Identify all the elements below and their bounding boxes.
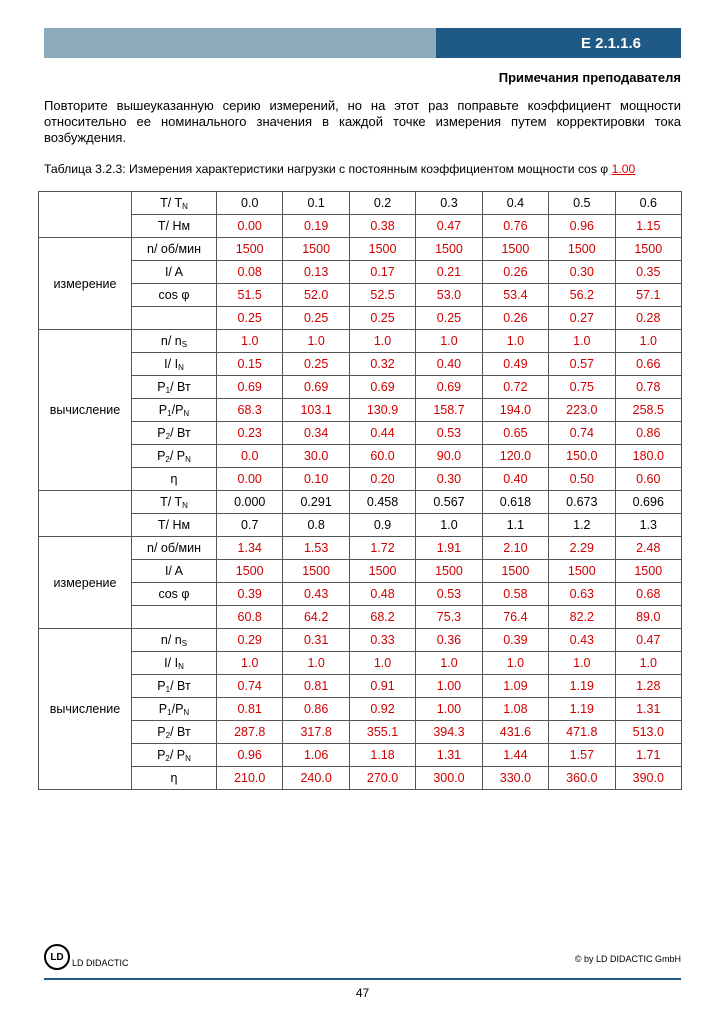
table-row [39,698,682,721]
table-cell: 1.44 [482,744,548,767]
table-cell: 0.21 [416,261,482,284]
logo [44,944,129,970]
table-cell: 1.0 [549,330,615,353]
row-label: η [132,767,217,790]
table-cell: 0.91 [349,675,415,698]
row-label: T/ $T_N$ [132,192,217,215]
table-cell: 0.35 [615,261,681,284]
table-row [39,284,682,307]
table-cell: 0.81 [217,698,283,721]
table-cell: 1.19 [549,698,615,721]
table-cell: 0.40 [416,353,482,376]
table-cell: 53.0 [416,284,482,307]
table-cell: 0.44 [349,422,415,445]
table-cell: 1.06 [283,744,349,767]
table-row [39,583,682,606]
table-cell: 1500 [217,560,283,583]
table-cell: 1.1 [482,514,548,537]
table-cell: 0.2 [349,192,415,215]
table-row [39,445,682,468]
row-label: $P_1/$ Вт [132,376,217,399]
table-cell: 0.13 [283,261,349,284]
table-cell: 1.0 [549,652,615,675]
table-row [39,652,682,675]
table-row [39,514,682,537]
row-label [132,606,217,629]
table-cell: 130.9 [349,399,415,422]
table-cell: 75.3 [416,606,482,629]
table-cell: 0.26 [482,261,548,284]
table-cell: 0.25 [283,353,349,376]
table-cell: 0.68 [615,583,681,606]
table-cell: 0.58 [482,583,548,606]
table-cell: 0.9 [349,514,415,537]
row-label: I/ A [132,560,217,583]
table-cell: 360.0 [549,767,615,790]
table-cell: 0.69 [349,376,415,399]
table-cell: 1.91 [416,537,482,560]
table-caption [44,162,694,176]
group-label: вычисление [39,330,132,491]
table-cell: 0.6 [615,192,681,215]
table-cell: 0.40 [482,468,548,491]
table-cell: 330.0 [482,767,548,790]
table-row [39,767,682,790]
table-cell: 0.28 [615,307,681,330]
table-cell: 1.57 [549,744,615,767]
table-row [39,422,682,445]
table-cell: 1.28 [615,675,681,698]
table-cell: 0.65 [482,422,548,445]
table-cell: 0.25 [217,307,283,330]
group-label: вычисление [39,629,132,790]
table-cell: 0.69 [416,376,482,399]
table-row [39,261,682,284]
table-cell: 0.66 [615,353,681,376]
table-row [39,376,682,399]
row-label: cos φ [132,284,217,307]
document-code: E 2.1.1.6 [436,28,681,58]
table-cell: 0.86 [283,698,349,721]
table-cell: 0.23 [217,422,283,445]
table-cell: 0.567 [416,491,482,514]
table-cell: 64.2 [283,606,349,629]
group-label: измерение [39,537,132,629]
table-cell: 1500 [283,560,349,583]
caption-text: Таблица 3.2.3: Измерения характеристики нагрузки с постоянным коэффициентом мощности cos φ [44,162,612,176]
table-cell: 1500 [615,238,681,261]
table-cell: 0.618 [482,491,548,514]
table-cell: 1.15 [615,215,681,238]
table-cell: 1.2 [549,514,615,537]
table-cell: 431.6 [482,721,548,744]
table-cell: 1.00 [416,698,482,721]
table-cell: 53.4 [482,284,548,307]
table-cell: 0.29 [217,629,283,652]
table-cell: 223.0 [549,399,615,422]
table-cell: 1.0 [416,514,482,537]
table-cell: 0.32 [349,353,415,376]
table-row [39,353,682,376]
table-cell: 0.7 [217,514,283,537]
table-cell: 0.57 [549,353,615,376]
table-cell: 52.0 [283,284,349,307]
table-cell: 0.00 [217,215,283,238]
table-cell: 0.81 [283,675,349,698]
table-cell: 1.0 [349,330,415,353]
table-cell: 258.5 [615,399,681,422]
logo-text: LD DIDACTIC [72,958,129,968]
table-row [39,560,682,583]
table-cell: 300.0 [416,767,482,790]
table-cell: 0.10 [283,468,349,491]
table-row [39,192,682,215]
table-cell: 0.25 [416,307,482,330]
table-cell: 0.31 [283,629,349,652]
table-cell: 1.0 [217,330,283,353]
table-cell: 1500 [416,238,482,261]
table-cell: 0.17 [349,261,415,284]
row-label: T/ $T_N$ [132,491,217,514]
table-row [39,491,682,514]
table-row [39,238,682,261]
caption-power-factor-value: 1.00 [611,162,636,176]
table-cell: 1.0 [283,330,349,353]
table-cell: 180.0 [615,445,681,468]
row-label: I/ A [132,261,217,284]
table-cell: 0.86 [615,422,681,445]
table-cell: 0.69 [217,376,283,399]
group-label [39,192,132,238]
table-cell: 1.34 [217,537,283,560]
table-cell: 1.0 [349,652,415,675]
table-cell: 2.29 [549,537,615,560]
table-cell: 0.696 [615,491,681,514]
table-cell: 317.8 [283,721,349,744]
table-cell: 60.8 [217,606,283,629]
table-cell: 1.3 [615,514,681,537]
table-cell: 394.3 [416,721,482,744]
table-cell: 150.0 [549,445,615,468]
table-cell: 1.0 [416,330,482,353]
table-cell: 0.30 [549,261,615,284]
table-cell: 1.72 [349,537,415,560]
table-cell: 0.3 [416,192,482,215]
table-cell: 1500 [615,560,681,583]
table-row [39,468,682,491]
table-cell: 1.53 [283,537,349,560]
table-cell: 103.1 [283,399,349,422]
table-cell: 0.53 [416,583,482,606]
table-cell: 1.0 [283,652,349,675]
table-cell: 210.0 [217,767,283,790]
row-label: $P_1/P_N$ [132,399,217,422]
table-cell: 76.4 [482,606,548,629]
table-cell: 0.00 [217,468,283,491]
table-cell: 0.48 [349,583,415,606]
table-cell: 0.92 [349,698,415,721]
table-cell: 0.53 [416,422,482,445]
row-label: n/ об/мин [132,537,217,560]
table-cell: 1500 [349,560,415,583]
header-bar [44,28,681,58]
table-row [39,399,682,422]
table-cell: 120.0 [482,445,548,468]
table-cell: 0.27 [549,307,615,330]
table-cell: 2.48 [615,537,681,560]
row-label: $P_2/$ $P_N$ [132,445,217,468]
table-cell: 68.2 [349,606,415,629]
table-cell: 0.08 [217,261,283,284]
table-cell: 1.19 [549,675,615,698]
row-label: $P_1/P_N$ [132,698,217,721]
table-cell: 89.0 [615,606,681,629]
row-label: $P_2/$ $P_N$ [132,744,217,767]
table-cell: 0.50 [549,468,615,491]
table-cell: 52.5 [349,284,415,307]
table-cell: 57.1 [615,284,681,307]
table-cell: 0.15 [217,353,283,376]
table-cell: 1500 [549,238,615,261]
table-cell: 0.74 [549,422,615,445]
table-cell: 0.4 [482,192,548,215]
table-row [39,537,682,560]
table-cell: 1500 [416,560,482,583]
table-cell: 0.72 [482,376,548,399]
row-label [132,307,217,330]
table-cell: 0.75 [549,376,615,399]
table-cell: 0.36 [416,629,482,652]
table-cell: 0.673 [549,491,615,514]
table-cell: 0.458 [349,491,415,514]
row-label: $P_2/$ Вт [132,422,217,445]
table-cell: 158.7 [416,399,482,422]
row-label: I/ $I_N$ [132,652,217,675]
row-label: T/ Нм [132,215,217,238]
table-row [39,606,682,629]
table-cell: 0.000 [217,491,283,514]
table-cell: 0.0 [217,192,283,215]
row-label: n/ $n_S$ [132,330,217,353]
table-cell: 0.25 [283,307,349,330]
ld-logo-icon [44,944,70,970]
table-cell: 1.0 [217,652,283,675]
table-row [39,675,682,698]
table-cell: 0.25 [349,307,415,330]
table-row [39,215,682,238]
table-cell: 1.08 [482,698,548,721]
table-cell: 0.8 [283,514,349,537]
page-number: 47 [355,986,370,1000]
copyright: © by LD DIDACTIC GmbH [574,954,681,964]
table-cell: 0.43 [549,629,615,652]
measurement-table [38,191,682,790]
logo-mark: LD [50,951,64,963]
table-cell: 240.0 [283,767,349,790]
table-row [39,721,682,744]
table-cell: 1.0 [416,652,482,675]
table-cell: 56.2 [549,284,615,307]
header-bar-left [44,28,436,58]
table-cell: 1.0 [615,652,681,675]
table-cell: 270.0 [349,767,415,790]
table-cell: 1.71 [615,744,681,767]
table-cell: 0.38 [349,215,415,238]
group-label [39,491,132,537]
table-cell: 1500 [482,560,548,583]
row-label: $P_2/$ Вт [132,721,217,744]
table-cell: 1500 [482,238,548,261]
section-subtitle: Примечания преподавателя [498,70,681,85]
row-label: T/ Нм [132,514,217,537]
table-cell: 0.96 [217,744,283,767]
table-cell: 0.60 [615,468,681,491]
table-cell: 0.39 [482,629,548,652]
table-cell: 30.0 [283,445,349,468]
table-cell: 0.291 [283,491,349,514]
table-cell: 1.31 [416,744,482,767]
row-label: cos φ [132,583,217,606]
row-label: $P_1/$ Вт [132,675,217,698]
table-cell: 0.63 [549,583,615,606]
table-cell: 0.20 [349,468,415,491]
table-cell: 0.49 [482,353,548,376]
table-cell: 0.74 [217,675,283,698]
table-cell: 1.31 [615,698,681,721]
table-cell: 2.10 [482,537,548,560]
row-label: I/ $I_N$ [132,353,217,376]
table-cell: 0.19 [283,215,349,238]
table-cell: 194.0 [482,399,548,422]
table-cell: 1500 [283,238,349,261]
table-cell: 60.0 [349,445,415,468]
row-label: n/ $n_S$ [132,629,217,652]
table-cell: 1.0 [482,330,548,353]
table-cell: 1.00 [416,675,482,698]
table-cell: 0.96 [549,215,615,238]
table-cell: 0.39 [217,583,283,606]
table-cell: 1500 [549,560,615,583]
table-cell: 287.8 [217,721,283,744]
table-cell: 0.33 [349,629,415,652]
row-label: n/ об/мин [132,238,217,261]
instruction-paragraph: Повторите вышеуказанную серию измерений, но на этот раз поправьте коэффициент мощности относительно ее номинального значения в каждой точке измерения путем корректировки тока возбуждения. [44,98,681,145]
table-cell: 1.18 [349,744,415,767]
table-cell: 471.8 [549,721,615,744]
table-cell: 355.1 [349,721,415,744]
table-cell: 0.30 [416,468,482,491]
table-row [39,744,682,767]
table-cell: 513.0 [615,721,681,744]
table-cell: 0.76 [482,215,548,238]
table-cell: 390.0 [615,767,681,790]
table-cell: 90.0 [416,445,482,468]
table-cell: 0.43 [283,583,349,606]
table-cell: 0.47 [615,629,681,652]
table-cell: 0.5 [549,192,615,215]
table-cell: 0.47 [416,215,482,238]
table-cell: 0.0 [217,445,283,468]
table-cell: 82.2 [549,606,615,629]
footer-rule [44,978,681,980]
table-cell: 1500 [349,238,415,261]
table-cell: 0.34 [283,422,349,445]
table-cell: 0.26 [482,307,548,330]
group-label: измерение [39,238,132,330]
table-cell: 1.0 [482,652,548,675]
table-row [39,307,682,330]
table-cell: 1.0 [615,330,681,353]
table-row [39,330,682,353]
table-cell: 0.69 [283,376,349,399]
row-label: η [132,468,217,491]
table-cell: 51.5 [217,284,283,307]
table-cell: 68.3 [217,399,283,422]
table-cell: 0.78 [615,376,681,399]
table-cell: 0.1 [283,192,349,215]
table-cell: 1500 [217,238,283,261]
table-cell: 1.09 [482,675,548,698]
table-row [39,629,682,652]
